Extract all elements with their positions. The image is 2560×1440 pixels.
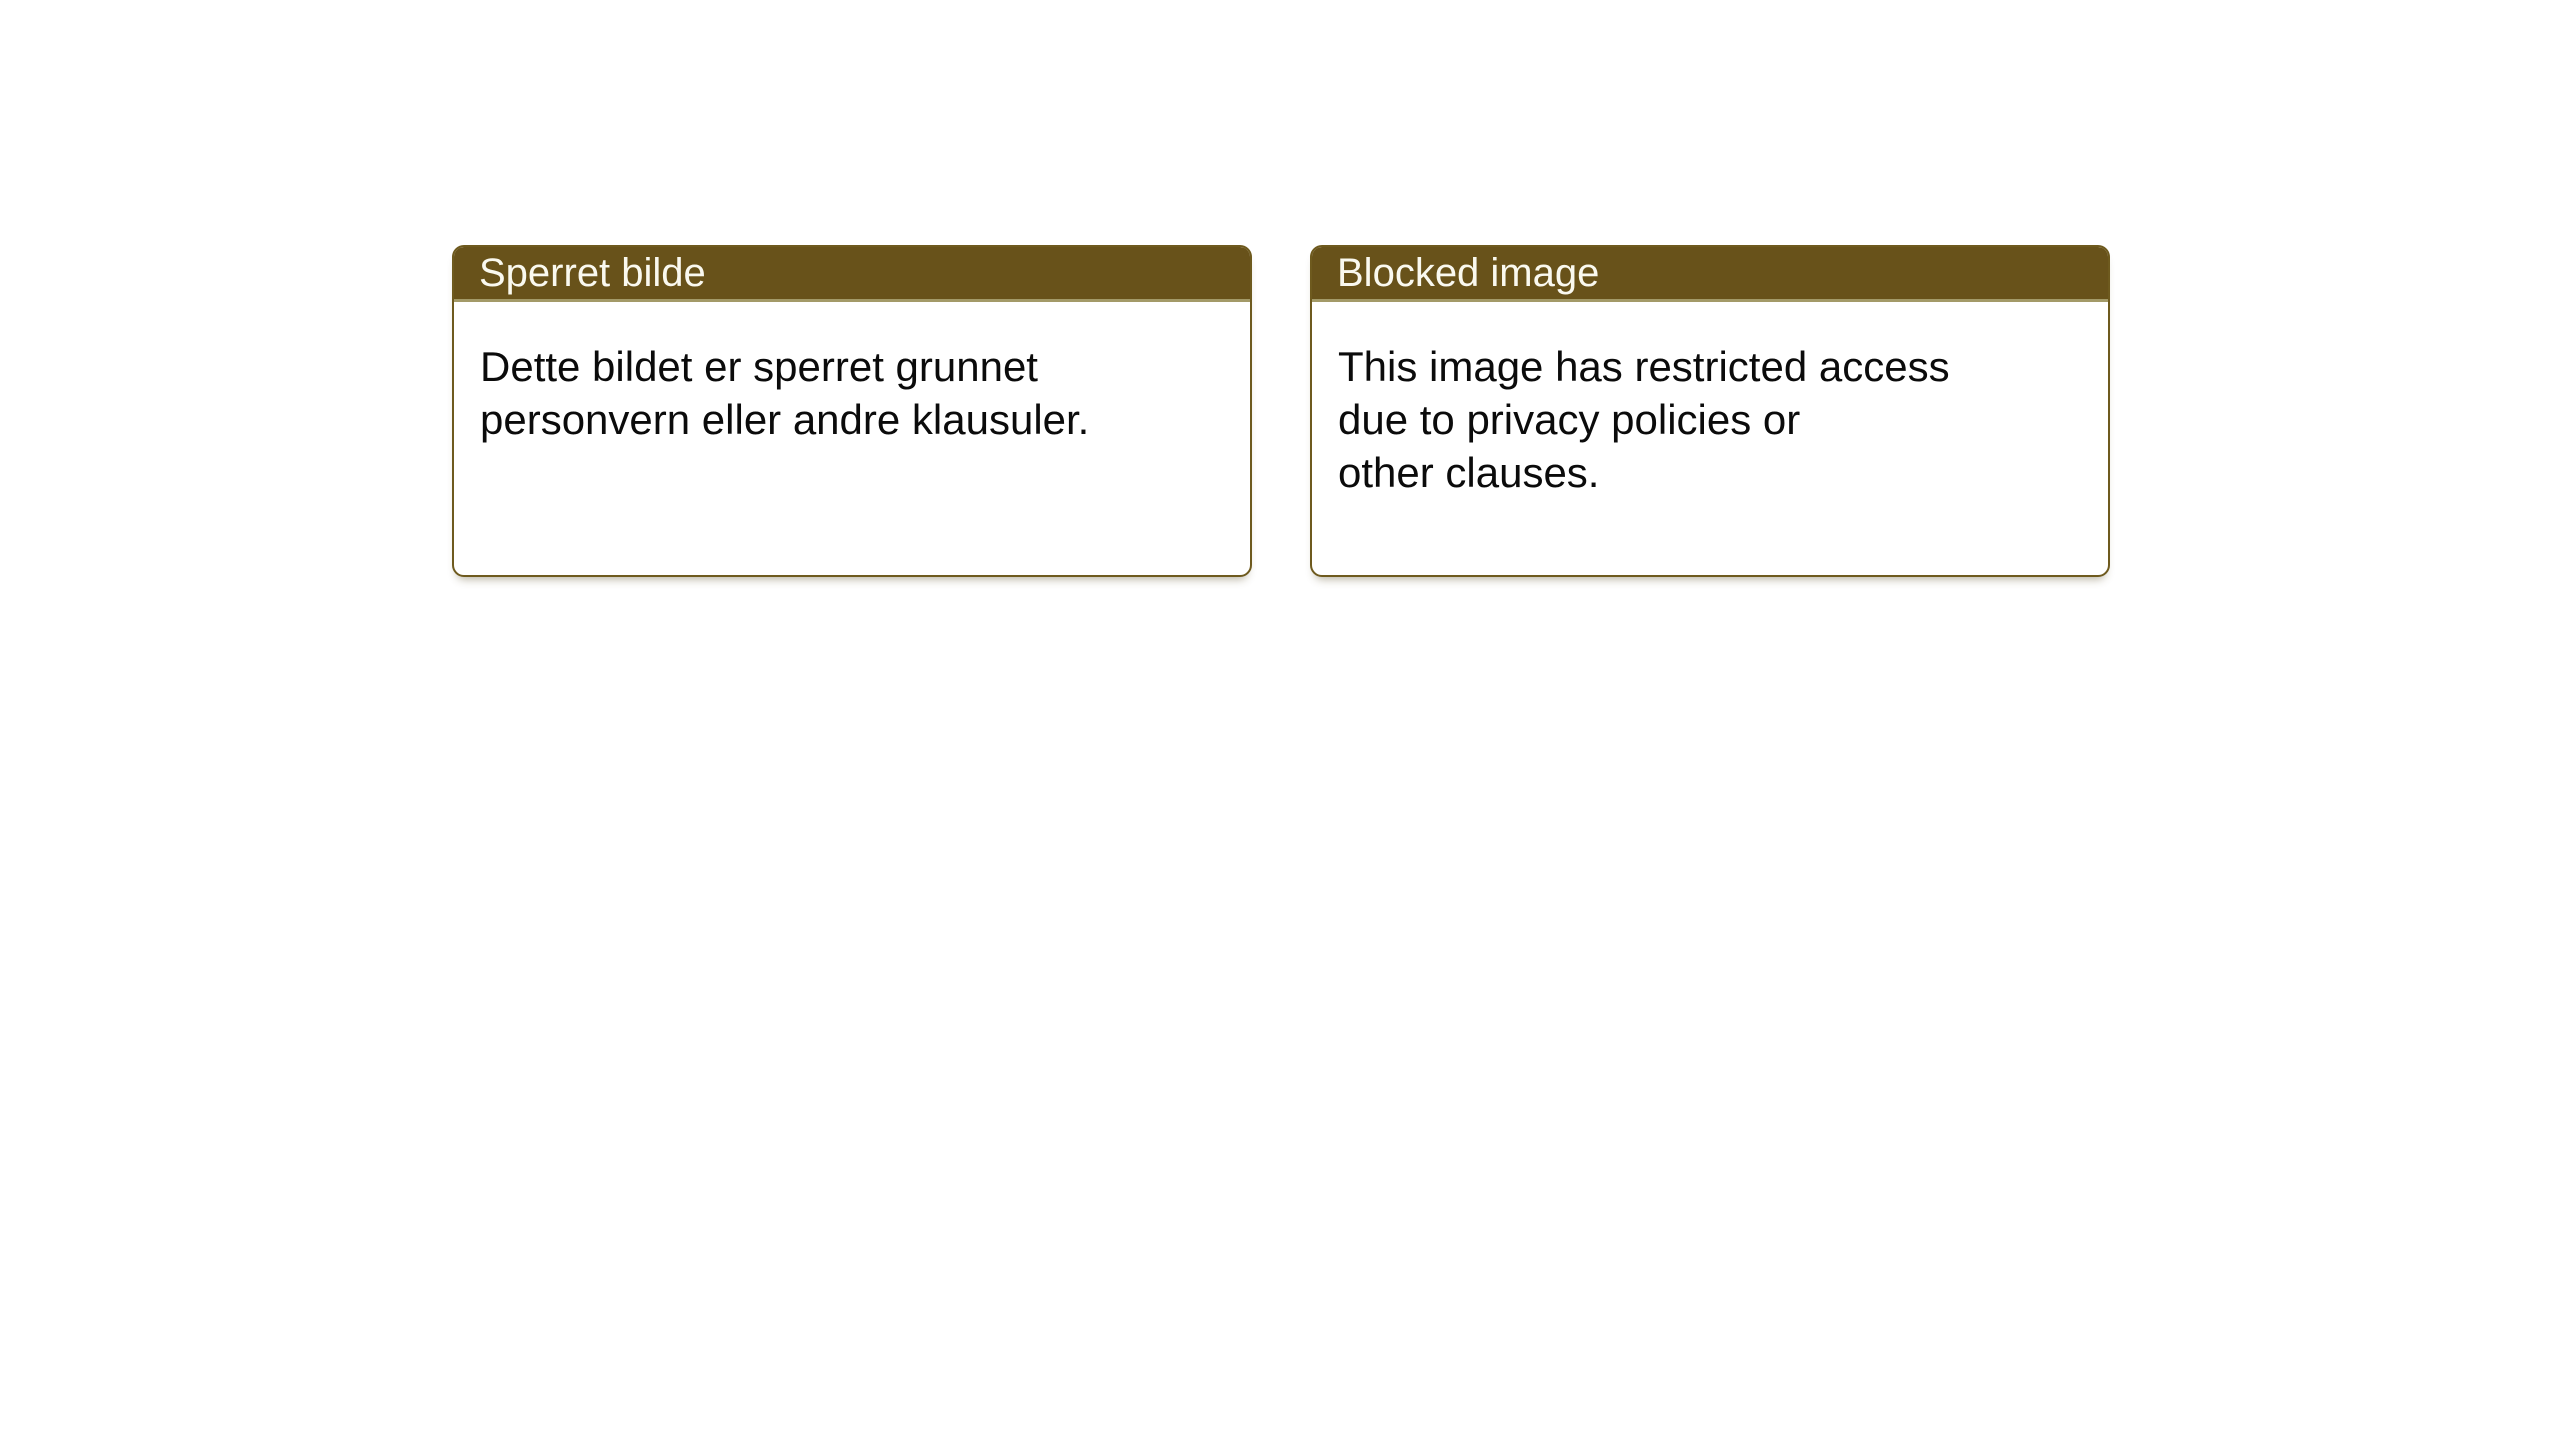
card-body xyxy=(454,302,1250,446)
blocked-image-card-english xyxy=(1310,245,2110,577)
card-body-line: Dette bildet er sperret grunnet xyxy=(480,343,1038,390)
card-body-line: due to privacy policies or xyxy=(1338,396,1801,443)
card-header xyxy=(454,247,1250,302)
card-body-line: personvern eller andre klausuler. xyxy=(480,396,1090,443)
blocked-image-card-norwegian xyxy=(452,245,1252,577)
card-title: Blocked image xyxy=(1337,251,1600,295)
card-title: Sperret bilde xyxy=(479,251,706,295)
card-body-line: This image has restricted access xyxy=(1338,343,1950,390)
card-body xyxy=(1312,302,2108,499)
card-body-line: other clauses. xyxy=(1338,449,1600,496)
card-header xyxy=(1312,247,2108,302)
